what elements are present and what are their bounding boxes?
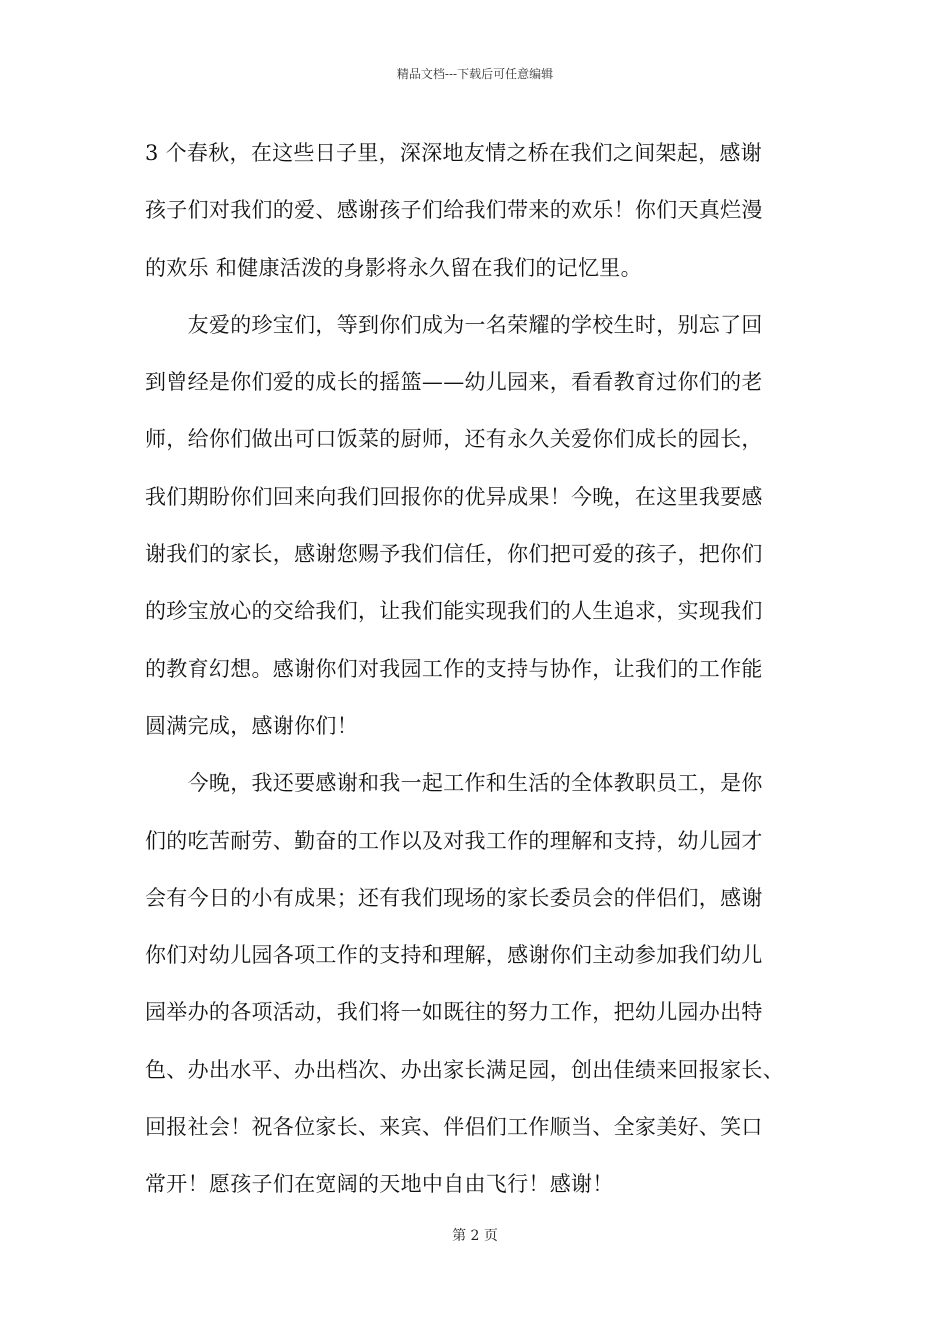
- text-line: 的珍宝放心的交给我们，让我们能实现我们的人生追求，实现我们: [145, 599, 763, 624]
- page-number: 第 2 页: [452, 1228, 498, 1244]
- text-line: 会有今日的小有成果；还有我们现场的家长委员会的伴侣们，感谢: [145, 885, 763, 910]
- text-line: 色、办出水平、办出档次、办出家长满足园，创出佳绩来回报家长、: [145, 1057, 784, 1082]
- body-text: [145, 134, 825, 1223]
- text-line: 3 个春秋，在这些日子里，深深地友情之桥在我们之间架起，感谢: [145, 141, 763, 165]
- text-line: 我们期盼你们回来向我们回报你的优异成果！今晚，在这里我要感: [145, 484, 763, 509]
- text-line: 师，给你们做出可口饭菜的厨师，还有永久关爱你们成长的园长，: [145, 427, 763, 452]
- text-line: 常开！愿孩子们在宽阔的天地中自由飞行！感谢！: [145, 1172, 614, 1197]
- text-line: 圆满完成，感谢你们！: [145, 713, 358, 738]
- text-line: 们的吃苦耐劳、勤奋的工作以及对我工作的理解和支持，幼儿园才: [145, 828, 763, 853]
- text-line: 谢我们的家长，感谢您赐予我们信任，你们把可爱的孩子，把你们: [145, 542, 763, 567]
- text-line: 友爱的珍宝们，等到你们成为一名荣耀的学校生时，别忘了回: [145, 312, 763, 337]
- text-line: 的教育幻想。感谢你们对我园工作的支持与协作，让我们的工作能: [145, 656, 763, 681]
- page-header: 精品文档---下载后可任意编辑: [396, 67, 554, 81]
- text-line: 今晚，我还要感谢和我一起工作和生活的全体教职员工，是你: [145, 771, 763, 796]
- text-line: 的欢乐 和健康活泼的身影将永久留在我们的记忆里。: [145, 255, 642, 280]
- text-line: 你们对幼儿园各项工作的支持和理解，感谢你们主动参加我们幼儿: [145, 943, 763, 968]
- text-line: 孩子们对我们的爱、感谢孩子们给我们带来的欢乐！你们天真烂漫: [145, 198, 763, 223]
- text-line: 到曾经是你们爱的成长的摇篮——幼儿园来，看看教育过你们的老: [145, 370, 763, 395]
- text-line: 园举办的各项活动，我们将一如既往的努力工作，把幼儿园办出特: [145, 1000, 763, 1025]
- text-line: 回报社会！祝各位家长、来宾、伴侣们工作顺当、全家美好、笑口: [145, 1115, 763, 1140]
